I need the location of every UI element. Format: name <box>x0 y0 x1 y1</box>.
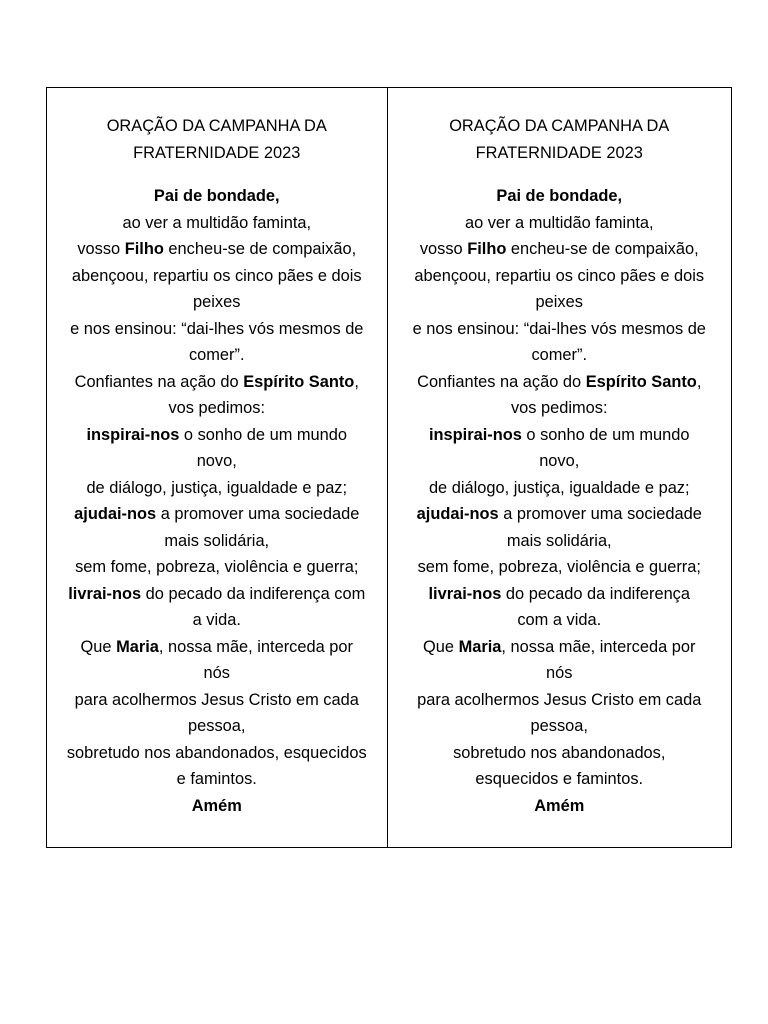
prayer-line <box>395 369 725 396</box>
prayer-line <box>395 342 725 369</box>
prayer-text: , <box>354 372 359 391</box>
prayer-line <box>395 236 725 263</box>
prayer-text: , nossa mãe, interceda por <box>501 637 696 656</box>
prayer-column-right <box>387 88 732 847</box>
prayer-title <box>52 113 382 166</box>
prayer-text: sobretudo nos abandonados, <box>453 743 666 762</box>
prayer-line <box>395 183 725 210</box>
prayer-emphasis: inspirai-nos <box>86 425 180 444</box>
prayer-text: comer”. <box>531 346 588 364</box>
prayer-line <box>52 263 382 290</box>
prayer-text: esquecidos e famintos. <box>475 770 644 788</box>
prayer-text: sem fome, pobreza, violência e guerra; <box>417 558 701 576</box>
prayer-text: o sonho de um mundo <box>521 425 690 444</box>
prayer-text: vosso <box>419 240 468 258</box>
prayer-text: vosso <box>77 240 125 258</box>
prayer-line <box>395 316 725 343</box>
prayer-text: a promover uma sociedade <box>156 505 360 523</box>
prayer-line <box>52 554 382 581</box>
prayer-line <box>395 475 725 502</box>
prayer-emphasis: Maria <box>458 637 502 656</box>
prayer-emphasis: Filho <box>467 240 507 258</box>
prayer-text: pessoa, <box>530 717 588 735</box>
prayer-title-line: FRATERNIDADE 2023 <box>133 143 301 162</box>
prayer-line <box>395 528 725 555</box>
prayer-table <box>46 87 732 848</box>
prayer-line <box>52 316 382 343</box>
prayer-text: mais solidária, <box>164 531 270 550</box>
prayer-emphasis: livrai-nos <box>428 584 502 603</box>
prayer-emphasis: ajudai-nos <box>416 505 499 523</box>
prayer-line <box>395 422 725 449</box>
prayer-text: abençoou, repartiu os cinco pães e dois <box>414 266 705 285</box>
prayer-text: vos pedimos: <box>168 399 266 417</box>
prayer-line <box>395 766 725 793</box>
prayer-title <box>395 113 725 166</box>
prayer-emphasis: Pai de bondade, <box>496 187 623 205</box>
prayer-emphasis: Espírito Santo <box>585 372 697 391</box>
prayer-text: ao ver a multidão faminta, <box>122 213 312 232</box>
prayer-title-line: ORAÇÃO DA CAMPANHA DA <box>449 117 670 135</box>
prayer-text: sem fome, pobreza, violência e guerra; <box>75 558 359 576</box>
prayer-text: Que <box>80 637 117 656</box>
prayer-emphasis: Filho <box>124 240 164 258</box>
prayer-line <box>395 687 725 714</box>
prayer-text: Que <box>423 637 459 656</box>
prayer-text: abençoou, repartiu os cinco pães e dois <box>71 266 362 285</box>
prayer-line <box>395 581 725 608</box>
prayer-line <box>52 475 382 502</box>
prayer-text: para acolhermos Jesus Cristo em cada <box>74 690 359 709</box>
prayer-title-line: ORAÇÃO DA CAMPANHA DA <box>106 117 327 135</box>
prayer-text: , <box>696 372 702 391</box>
prayer-emphasis: Pai de bondade, <box>153 187 280 205</box>
prayer-line <box>395 263 725 290</box>
prayer-line <box>395 554 725 581</box>
prayer-text: Confiantes na ação do <box>417 372 586 391</box>
prayer-line <box>52 740 382 767</box>
prayer-line <box>52 634 382 661</box>
prayer-text: Confiantes na ação do <box>74 372 244 391</box>
prayer-text: nós <box>203 664 230 682</box>
prayer-text: o sonho de um mundo <box>179 425 348 444</box>
prayer-text: com a vida. <box>517 611 602 629</box>
prayer-line <box>52 687 382 714</box>
prayer-emphasis: Amém <box>534 796 585 815</box>
prayer-text: , nossa mãe, interceda por <box>158 637 353 656</box>
prayer-body <box>395 183 725 819</box>
prayer-text: mais solidária, <box>506 531 612 550</box>
prayer-text: de diálogo, justiça, igualdade e paz; <box>428 478 690 497</box>
prayer-text: do pecado da indiferença com <box>141 584 366 603</box>
prayer-line <box>395 448 725 475</box>
prayer-line <box>52 581 382 608</box>
prayer-text: pessoa, <box>188 717 246 735</box>
prayer-title-line: FRATERNIDADE 2023 <box>475 143 643 162</box>
prayer-line <box>395 210 725 237</box>
prayer-line <box>395 607 725 634</box>
prayer-emphasis: ajudai-nos <box>74 505 157 523</box>
prayer-text: ao ver a multidão faminta, <box>464 213 654 232</box>
prayer-emphasis: inspirai-nos <box>428 425 522 444</box>
prayer-text: sobretudo nos abandonados, esquecidos <box>66 743 367 762</box>
prayer-emphasis: Amém <box>191 796 242 815</box>
prayer-line <box>52 501 382 528</box>
spacer <box>52 166 382 183</box>
prayer-line <box>395 289 725 316</box>
prayer-text: a promover uma sociedade <box>498 505 702 523</box>
spacer <box>395 166 725 183</box>
prayer-text: vos pedimos: <box>510 399 608 417</box>
prayer-line <box>395 740 725 767</box>
prayer-column-left <box>47 88 387 847</box>
prayer-line <box>395 395 725 422</box>
prayer-text: novo, <box>539 452 580 470</box>
prayer-text: de diálogo, justiça, igualdade e paz; <box>86 478 348 497</box>
prayer-text: a vida. <box>192 611 241 629</box>
prayer-line <box>52 660 382 687</box>
prayer-text: e famintos. <box>176 770 257 788</box>
prayer-line <box>52 793 382 820</box>
prayer-line <box>52 607 382 634</box>
prayer-text: do pecado da indiferença <box>501 584 690 603</box>
prayer-text: para acolhermos Jesus Cristo em cada <box>417 690 702 709</box>
prayer-text: novo, <box>196 452 237 470</box>
prayer-line <box>52 422 382 449</box>
prayer-line <box>52 183 382 210</box>
prayer-text: e nos ensinou: “dai-lhes vós mesmos de <box>70 319 364 338</box>
prayer-emphasis: livrai-nos <box>68 584 142 603</box>
prayer-line <box>52 236 382 263</box>
prayer-text: encheu-se de compaixão, <box>163 240 357 258</box>
prayer-line <box>395 713 725 740</box>
prayer-text: peixes <box>193 293 241 311</box>
prayer-line <box>52 369 382 396</box>
prayer-text: nós <box>546 664 573 682</box>
prayer-line <box>52 766 382 793</box>
prayer-line <box>395 793 725 820</box>
prayer-text: e nos ensinou: “dai-lhes vós mesmos de <box>412 319 706 338</box>
prayer-emphasis: Maria <box>116 637 159 656</box>
prayer-line <box>395 501 725 528</box>
prayer-text: peixes <box>535 293 583 311</box>
prayer-line <box>52 713 382 740</box>
prayer-emphasis: Espírito Santo <box>243 372 355 391</box>
prayer-line <box>52 448 382 475</box>
prayer-line <box>52 528 382 555</box>
prayer-line <box>395 634 725 661</box>
prayer-line <box>52 289 382 316</box>
prayer-text: comer”. <box>188 346 245 364</box>
prayer-line <box>52 395 382 422</box>
prayer-text: encheu-se de compaixão, <box>506 240 699 258</box>
prayer-line <box>52 210 382 237</box>
prayer-body <box>52 183 382 819</box>
prayer-line <box>395 660 725 687</box>
prayer-line <box>52 342 382 369</box>
